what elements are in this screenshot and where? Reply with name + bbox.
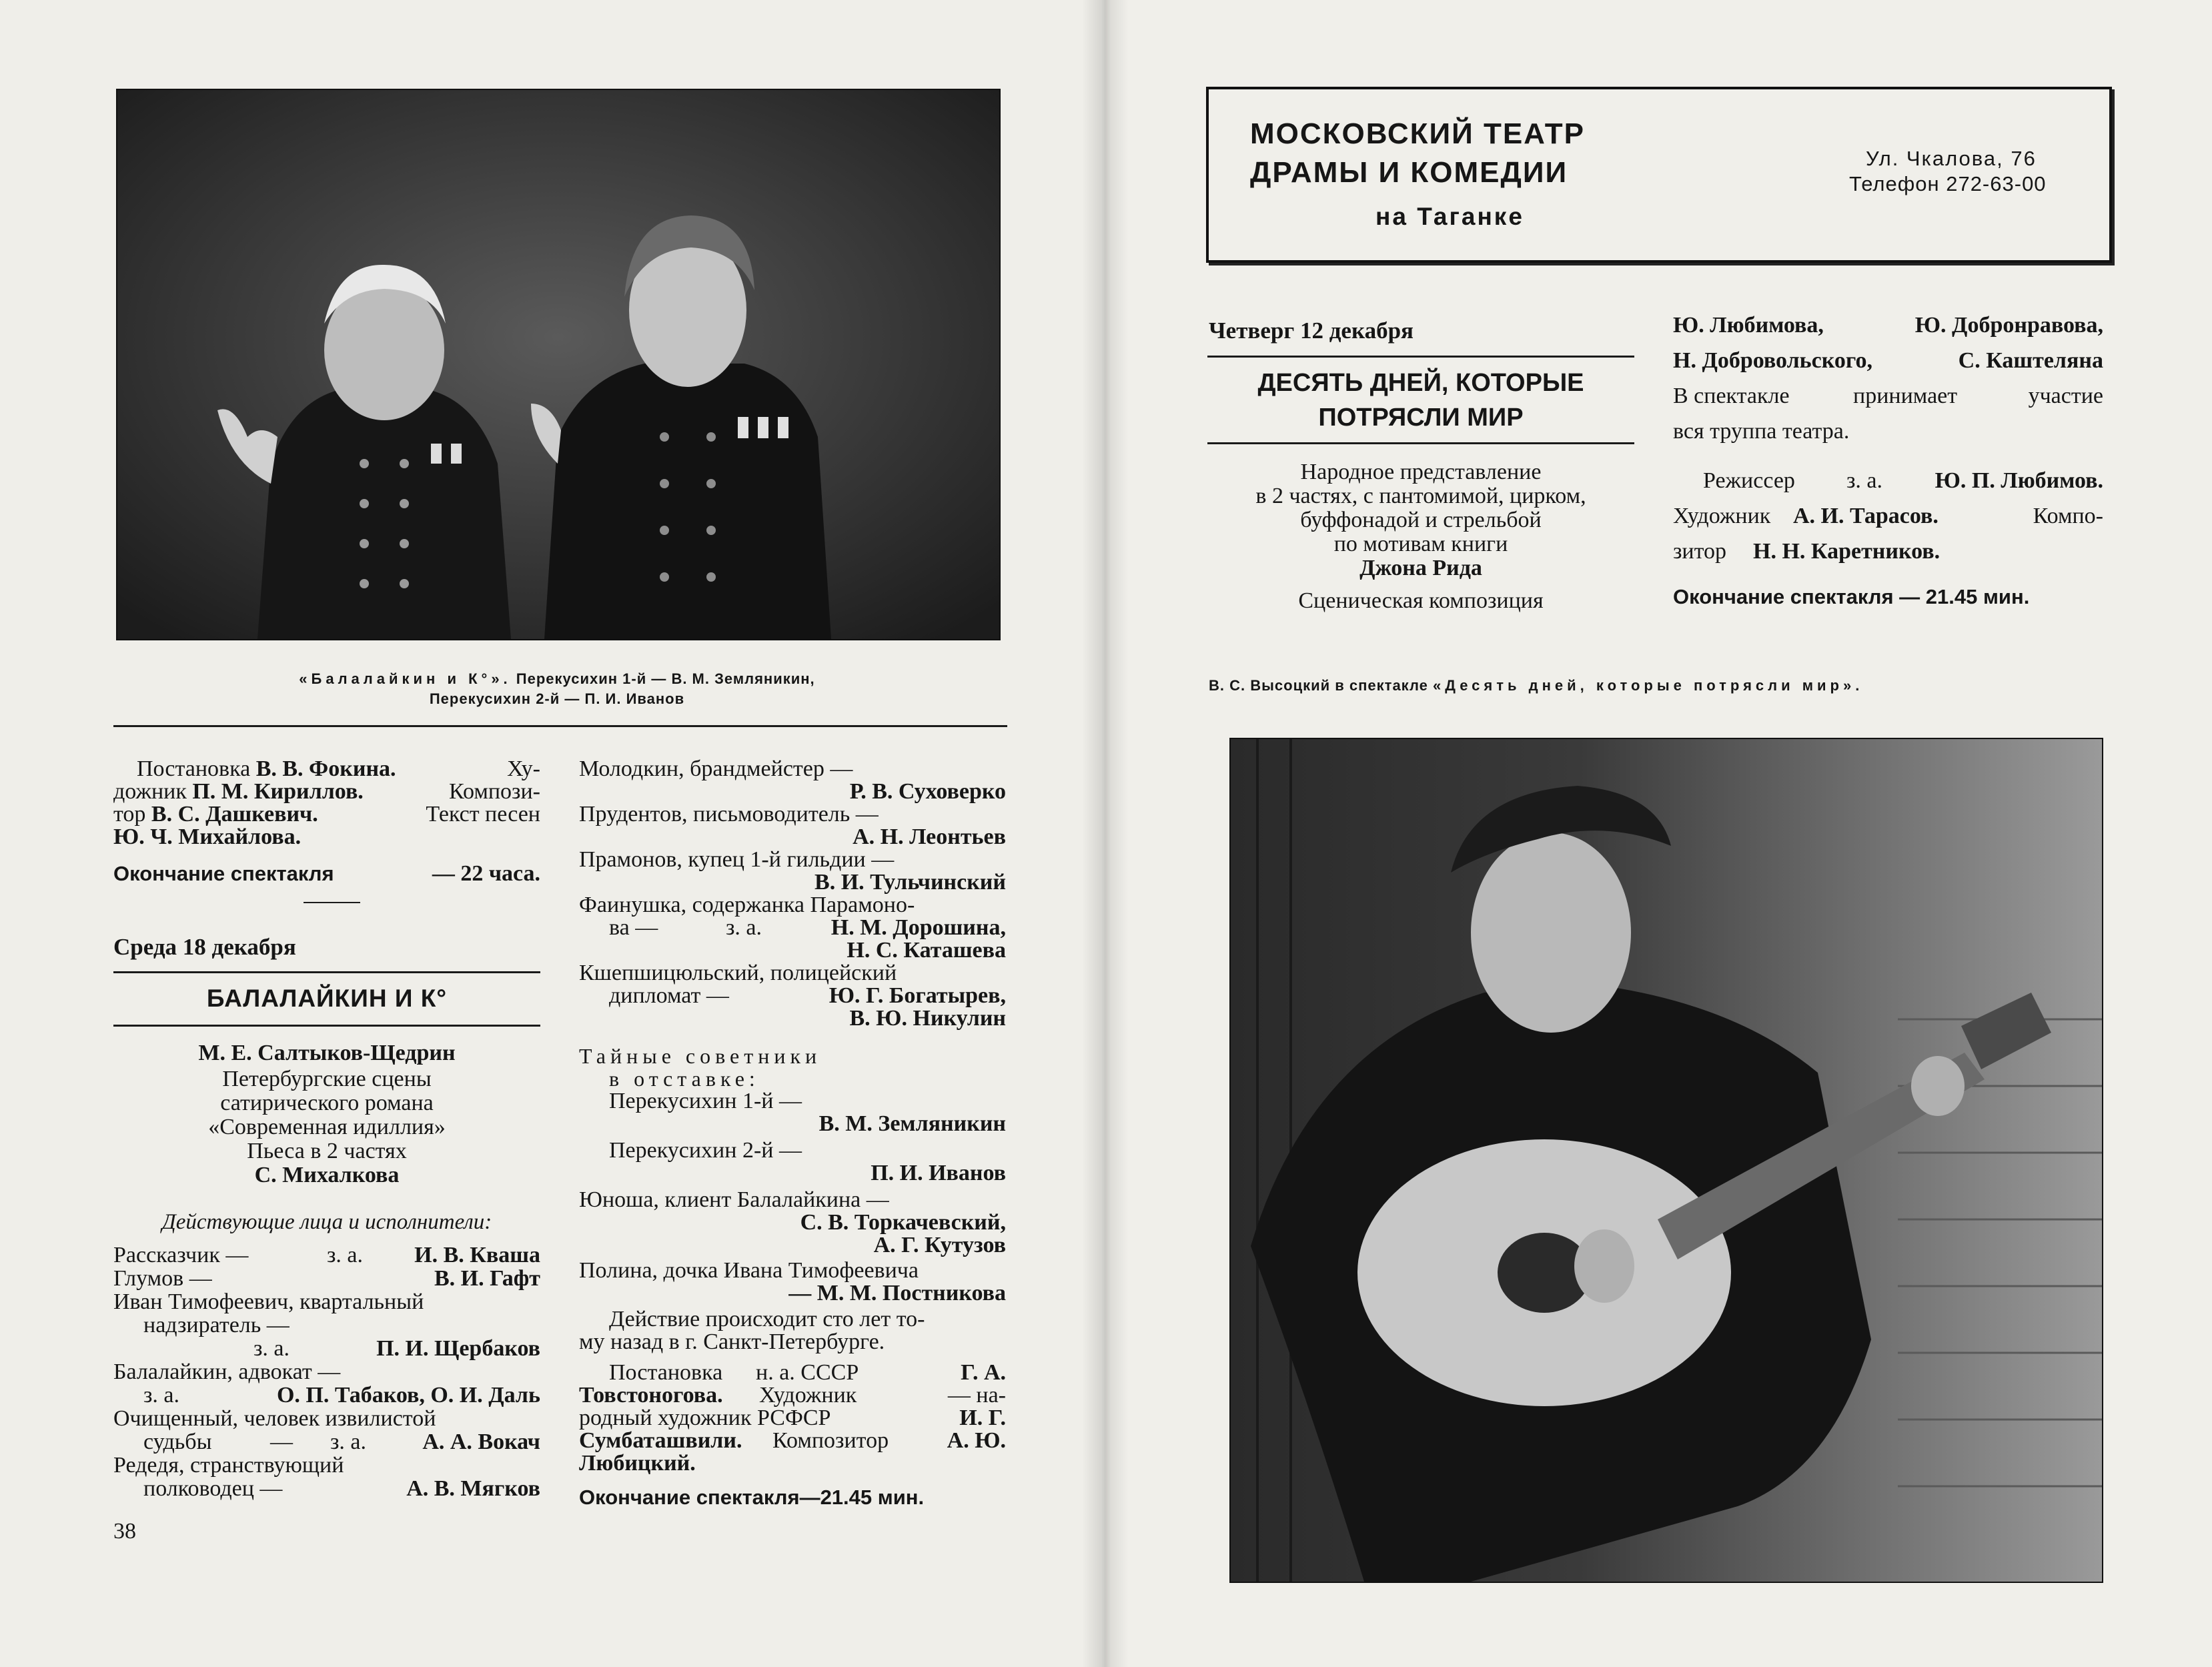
title-rule-top-right (1207, 356, 1634, 358)
actors-photo-image (117, 90, 999, 639)
cast2-r5: Прамонов, купец 1-й гильдии — (579, 847, 895, 872)
date-right: Четверг 12 декабря (1209, 318, 1414, 344)
cast-row-balalaykin-1: Балалайкин, адвокат — (113, 1359, 341, 1384)
play-desc-2: сатирического романа (220, 1091, 434, 1115)
book-gutter (1082, 0, 1129, 1667)
right-desc-author: Джона Рида (1359, 556, 1482, 580)
vysotsky-photo-image (1231, 739, 2102, 1582)
theatre-header-box (1206, 87, 2112, 263)
cast2-r23: — М. М. Постникова (788, 1281, 1006, 1305)
right-col2-line-2: Н. Добровольского, С. Каштеляна (1673, 348, 2103, 373)
cast2-r18: П. И. Иванов (871, 1161, 1006, 1185)
date-left: Среда 18 декабря (113, 934, 296, 960)
caption-actor-2: Перекусихин 2-й — П. И. Иванов (429, 690, 685, 707)
cast2-r3: Прудентов, письмоводитель — (579, 802, 879, 826)
cast2-r6: В. И. Тульчинский (814, 870, 1006, 895)
cast2-r28: родный художник РСФСР И. Г. (579, 1406, 1006, 1430)
cast2-r4: А. Н. Леонтьев (853, 824, 1006, 849)
play-title-ten-days-1: ДЕСЯТЬ ДНЕЙ, КОТОРЫЕ (1257, 369, 1584, 397)
cast-row-ivan-2: надзиратель — (143, 1313, 290, 1337)
vysotsky-photo (1229, 738, 2103, 1583)
cast2-r22: Полина, дочка Ивана Тимофеевича (579, 1258, 919, 1283)
short-divider (304, 902, 360, 903)
cast2-r15: Перекусихин 1-й — (609, 1089, 802, 1113)
right-col2-composer: зитор Н. Н. Каретников. (1673, 539, 1941, 564)
caption-actor-name: В. С. Высоцкий в спектакле (1209, 677, 1428, 694)
title-rule-bottom-left (113, 1025, 540, 1027)
cast-row-glumov: Глумов — В. И. Гафт (113, 1266, 540, 1291)
caption-play-name: «Десять дней, которые потрясли мир». (1433, 677, 1864, 694)
theatre-name-line-2: ДРАМЫ И КОМЕДИИ (1250, 156, 1568, 189)
cast2-r20: С. В. Торкачевский, (800, 1210, 1006, 1235)
cast2-r13: Тайные советники (579, 1044, 822, 1068)
play-desc-3: «Современная идиллия» (208, 1115, 446, 1139)
cast2-r1: Молодкин, брандмейстер — (579, 756, 853, 781)
title-rule-bottom-right (1207, 442, 1634, 444)
cast-row-rededya-1: Редедя, странствующий (113, 1453, 344, 1478)
photo-caption-left (116, 669, 998, 709)
credits-line-1: Постановка В. В. Фокина. Ху- (137, 756, 540, 781)
cast2-r17: Перекусихин 2-й — (609, 1138, 802, 1163)
cast2-r9: Н. С. Каташева (847, 938, 1006, 963)
theatre-address: Ул. Чкалова, 76 (1866, 147, 2037, 170)
play-desc-4: Пьеса в 2 частях (247, 1139, 407, 1163)
right-col2-line-3: В спектакле принимает участие (1673, 384, 2103, 408)
photo-caption-right (1209, 676, 1863, 696)
theatre-name-line-1: МОСКОВСКИЙ ТЕАТР (1250, 117, 1585, 150)
cast-heading: Действующие лица и исполнители: (161, 1210, 492, 1234)
cast2-r27: Товстоногова. Художник — на- (579, 1383, 1006, 1408)
cast2-r25: му назад в г. Санкт-Петербурге. (579, 1329, 885, 1354)
caption-actor-1: Перекусихин 1-й — В. М. Земляникин, (516, 670, 815, 687)
cast2-r12: В. Ю. Никулин (849, 1006, 1006, 1031)
play-title-balalaykin: БАЛАЛАЙКИН И К° (206, 985, 448, 1012)
cast2-r21: А. Г. Кутузов (873, 1233, 1006, 1257)
caption-play-title: «Балалайкин и К°». (299, 670, 512, 687)
cast-row-narrator: Рассказчик — з. а. И. В. Кваша (113, 1243, 540, 1267)
title-rule-top-left (113, 971, 540, 973)
theatre-phone: Телефон 272-63-00 (1849, 172, 2047, 195)
right-desc-4: по мотивам книги (1333, 532, 1508, 556)
play-title-ten-days-2: ПОТРЯСЛИ МИР (1318, 404, 1524, 432)
credits-line-3: тор В. С. Дашкевич. Текст песен (113, 802, 540, 826)
cast2-r2: Р. В. Суховерко (849, 779, 1006, 804)
right-col2-line-1: Ю. Любимова, Ю. Добронравова, (1673, 313, 2103, 338)
left-separator-rule (113, 725, 1007, 727)
author-name: М. Е. Салтыков-Щедрин (198, 1041, 456, 1065)
cast2-r10: Кшепшицюльский, полицейский (579, 961, 897, 985)
cast2-r29: Сумбаташвили. Композитор А. Ю. (579, 1428, 1006, 1453)
credits-line-4: Ю. Ч. Михайлова. (113, 824, 302, 849)
cast2-r14: в отставке: (609, 1067, 760, 1091)
credits-line-2: дожник П. М. Кириллов. Компози- (113, 779, 540, 804)
right-col2-artist: Художник А. И. Тарасов. Компо- (1673, 504, 2103, 528)
play-desc-1: Петербургские сцены (222, 1067, 432, 1091)
right-desc-composition: Сценическая композиция (1298, 588, 1544, 613)
cast-row-ochishchenny-1: Очищенный, человек извилистой (113, 1406, 436, 1431)
end-time-right: Окончание спектакля — 21.45 мин. (1673, 585, 2030, 608)
theatre-name-line-3: на Таганке (1375, 203, 1524, 230)
cast2-r7: Фаинушка, содержанка Парамоно- (579, 893, 915, 917)
actors-photo (116, 89, 1001, 640)
end-time-left-1: Окончание спектакля — 22 часа. (113, 861, 540, 886)
cast2-r30: Любицкий. (579, 1451, 696, 1476)
right-col2-line-4: вся труппа театра. (1673, 419, 1850, 444)
right-desc-3: буффонадой и стрельбой (1300, 508, 1542, 532)
right-desc-1: Народное представление (1300, 460, 1542, 484)
cast-row-ivan-1: Иван Тимофеевич, квартальный (113, 1289, 424, 1314)
cast2-r16: В. М. Земляникин (818, 1111, 1006, 1136)
right-desc-2: в 2 частях, с пантомимой, цирком, (1255, 484, 1586, 508)
playwright-name: С. Михалкова (254, 1163, 400, 1187)
page-number-left: 38 (113, 1519, 136, 1544)
end-time-left-2: Окончание спектакля—21.45 мин. (579, 1486, 925, 1509)
cast2-r19: Юноша, клиент Балалайкина — (579, 1187, 889, 1212)
cast2-r24: Действие происходит сто лет то- (609, 1307, 925, 1331)
